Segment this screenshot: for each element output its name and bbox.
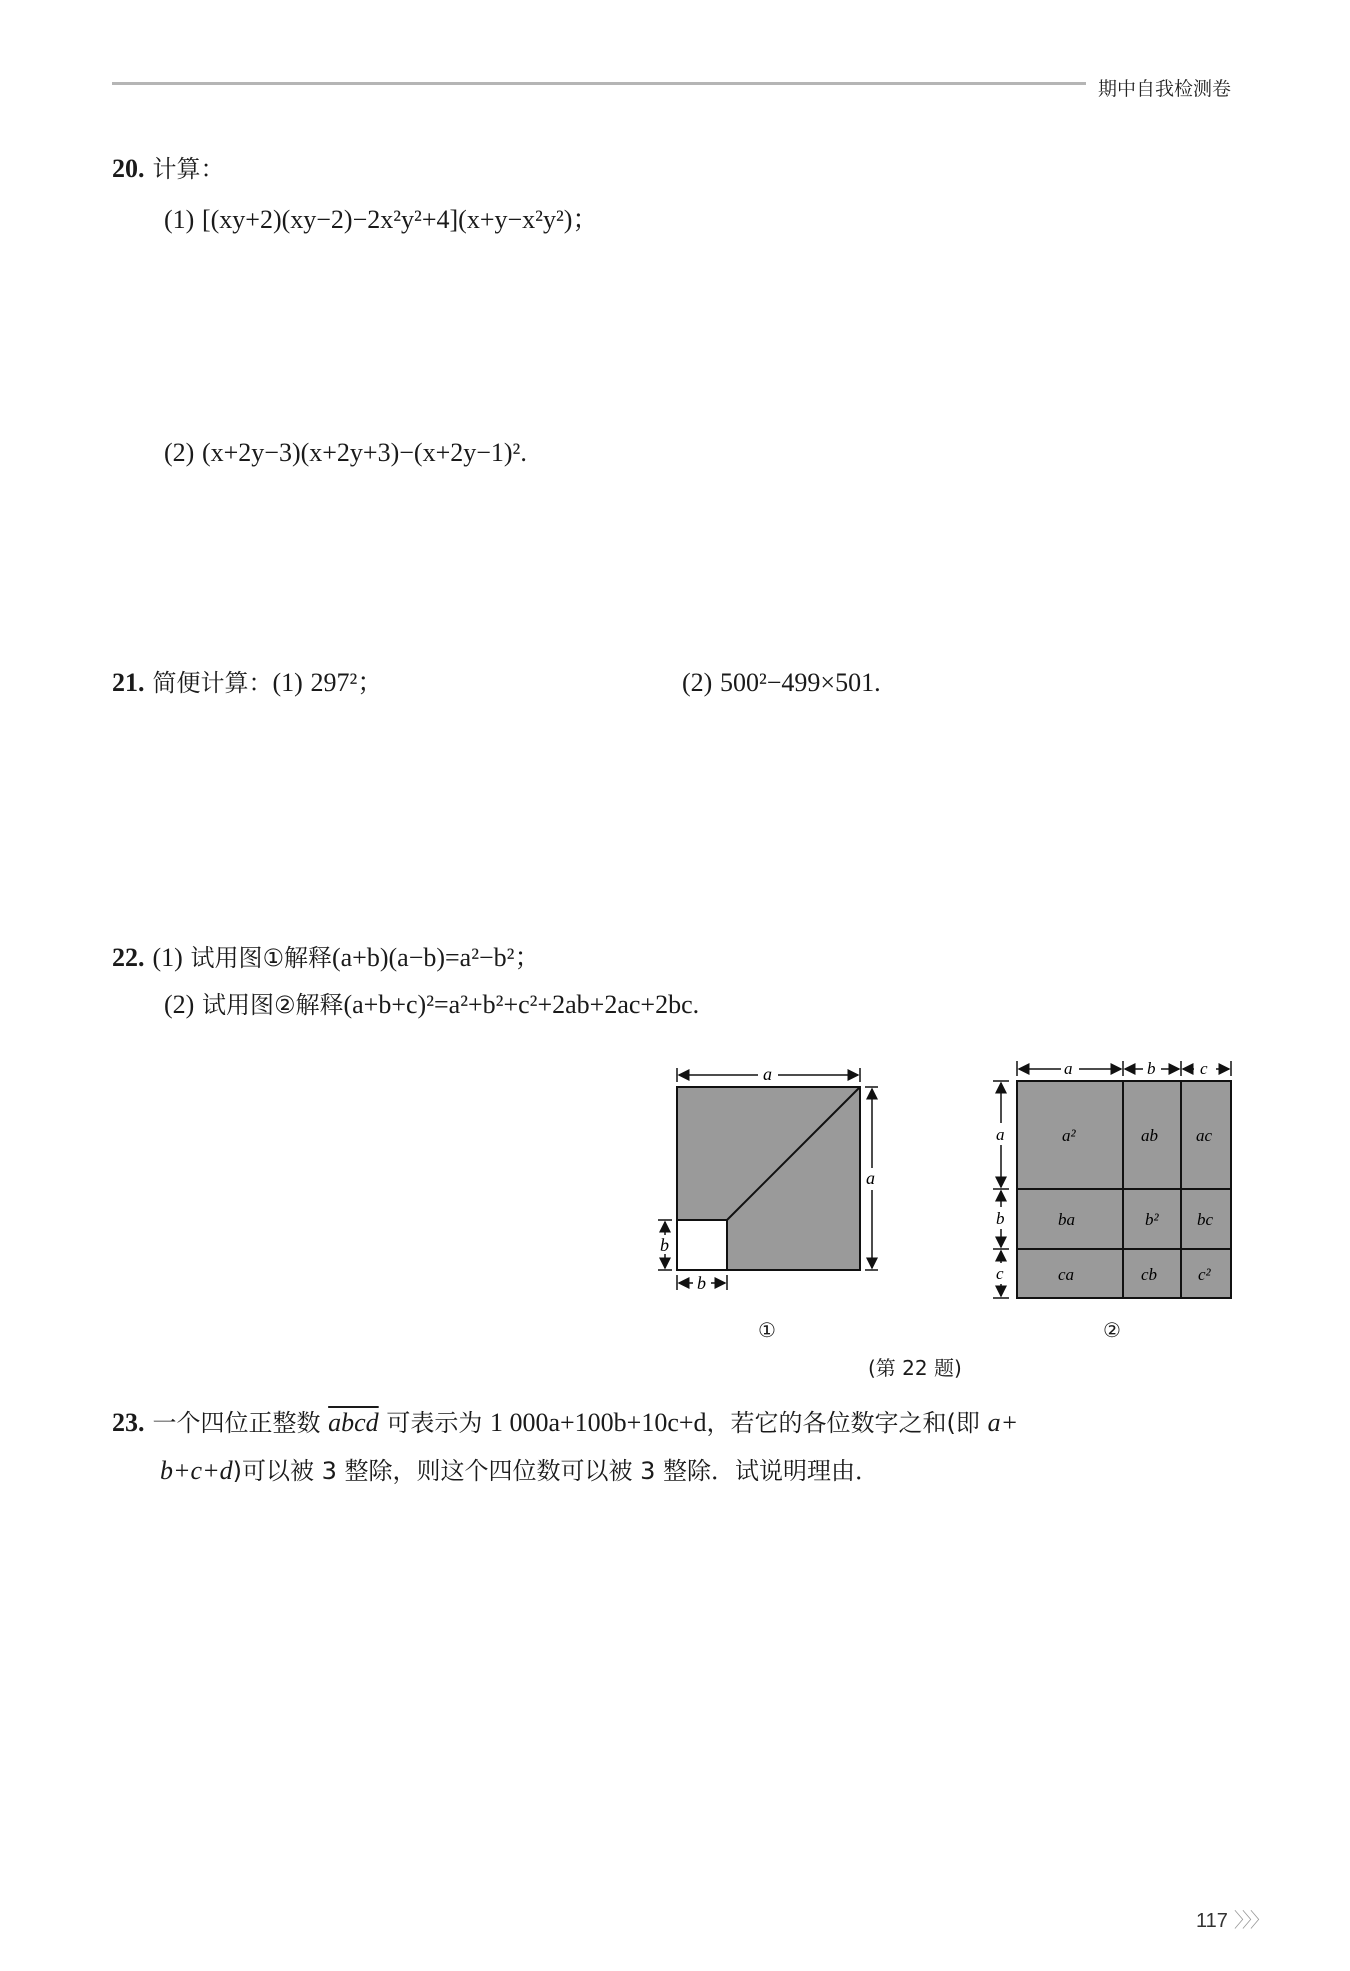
figure-2-cell-ac: ac [1196,1126,1213,1145]
figure-2-top-label-c: c [1200,1059,1208,1078]
figure-2-cell-b2: b² [1145,1210,1159,1229]
figure-1-label-right-a: a [866,1168,875,1188]
q22-part1 [112,941,540,975]
figure-2-diagram [985,1055,1245,1305]
q20-part1-label: (1) [164,205,195,234]
q22-part1-prefix: 试用图①解释 [190,944,332,972]
q23-text-b: 可表示为 [386,1409,483,1437]
figure-2-cell-cb: cb [1141,1265,1158,1284]
q22-part1-label: (1) [152,943,183,972]
figure-1-label-bottom-b: b [697,1273,706,1293]
figure-2-cell-ca: ca [1058,1265,1075,1284]
figure-1-diagram [650,1060,890,1310]
q21-heading [112,666,383,700]
q22-part1-formula: (a+b)(a−b)=a²−b²； [331,943,541,972]
q21-part1-expression: 297²； [310,668,384,697]
q21-part2-label: (2) [682,668,713,697]
q20-part2 [164,436,527,470]
q20-part1 [164,203,598,237]
q20-part1-expression: [(xy+2)(xy−2)−2x²y²+4](x+y−x²y²)； [201,205,599,234]
figure-2-cell-ba: ba [1058,1210,1075,1229]
q22-part2 [164,988,699,1022]
q22-part2-prefix: 试用图②解释 [201,991,344,1019]
page-number-value: 117 [1196,1910,1228,1932]
q23-line2 [160,1454,879,1488]
q21-number: 21. [112,668,145,697]
q20-part2-expression: (x+2y−3)(x+2y+3)−(x+2y−1)². [201,438,527,467]
page-arrows-icon: 〉〉〉 [1233,1910,1268,1932]
q23-text-c: ，若它的各位数字之和(即 [706,1409,980,1437]
q22-part2-formula: (a+b+c)²=a²+b²+c²+2ab+2ac+2bc. [343,990,700,1019]
figure-2-left-label-b: b [996,1209,1005,1228]
q21-prompt: 简便计算： [152,669,273,697]
q23-abcd-overline: abcd [328,1408,379,1437]
q23-text-a: 一个四位正整数 [152,1409,321,1437]
q20-prompt: 计算： [152,155,225,183]
q23-number: 23. [112,1408,145,1437]
header-title: 期中自我检测卷 [1098,78,1232,100]
figure-1-label: ① [758,1318,776,1342]
header-rule [112,82,1086,85]
q23-expression: 1 000a+100b+10c+d [489,1408,707,1437]
q20-number: 20. [112,154,145,183]
figure-2-cell-bc: bc [1197,1210,1214,1229]
q22-part2-label: (2) [164,990,195,1019]
q22-number: 22. [112,943,145,972]
q23-text-d: )可以被 3 整除，则这个四位数可以被 3 整除．试说明理由． [232,1457,880,1485]
q20-heading [112,152,225,186]
q23-line1 [112,1406,1018,1440]
figure-caption: (第 22 题) [868,1356,962,1380]
figure-1-small-square [677,1220,727,1270]
q21-part1-label: (1) [272,668,303,697]
figure-2-cell-a2: a² [1062,1126,1076,1145]
q21-part2 [682,666,881,700]
figure-2-left-label-c: c [996,1264,1004,1283]
q20-part2-label: (2) [164,438,195,467]
q21-part2-expression: 500²−499×501. [719,668,881,697]
figure-2-label: ② [1103,1318,1121,1342]
figure-2-top-label-b: b [1147,1059,1156,1078]
figure-2-cell-c2: c² [1198,1265,1211,1284]
figure-1-label-top-a: a [763,1064,772,1084]
page-number [1196,1904,1268,1933]
figure-2-cell-ab: ab [1141,1126,1158,1145]
q23-sum-end: b+c+d [160,1456,233,1485]
figure-2-left-label-a: a [996,1125,1005,1144]
figure-1-label-left-b: b [660,1235,669,1255]
q23-sum-start: a+ [987,1408,1019,1437]
figure-2-top-label-a: a [1064,1059,1073,1078]
